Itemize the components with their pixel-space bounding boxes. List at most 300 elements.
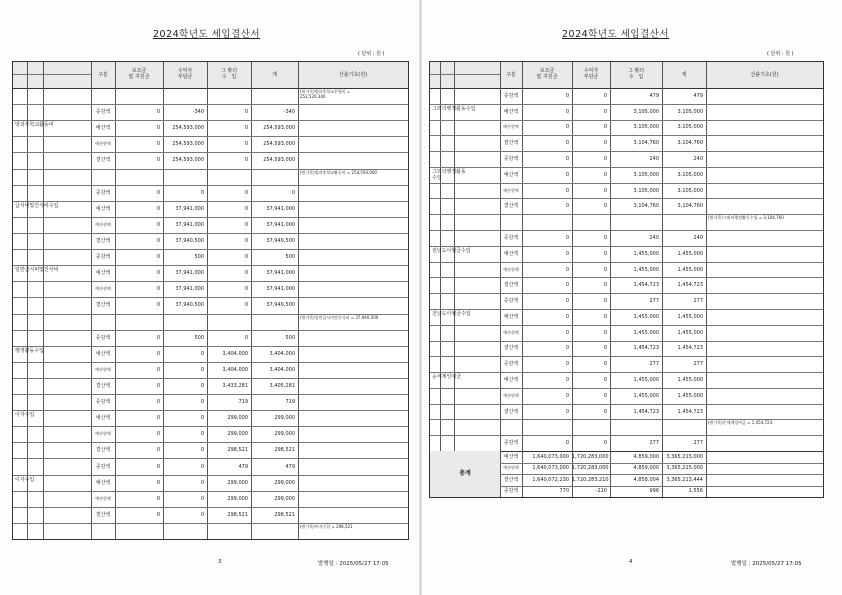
amount-v4: 3,105,000 [677,187,703,194]
row-type: 결산액 [95,382,111,389]
amount-v4: 1,455,000 [677,392,703,399]
header-col1: 보조금 및 지원금 [128,68,150,80]
amount-v4: 3,105,000 [677,108,703,115]
amount-v2: 0 [603,171,607,178]
amount-v2: 37,941,000 [175,221,204,228]
amount-v2: 0 [603,266,607,273]
row-type: 증감액 [95,334,111,341]
amount-v3: 298,521 [227,511,248,518]
amount-v2: 0 [200,479,204,486]
amount-v2: 37,940,500 [175,302,204,309]
amount-v1: 0 [565,282,569,289]
amount-v3: 299,000 [227,415,248,422]
item-name: 방과후학교활동비 [15,122,54,129]
row-type: 예산액 [503,250,519,257]
amount-v1: 0 [565,376,569,383]
row-line [430,435,823,436]
row-line [430,404,823,405]
amount-v2: 37,941,000 [175,205,204,212]
row-line [430,372,823,373]
total-amount-v2: 1,720,283,210 [572,476,609,483]
amount-v4: 479 [285,463,295,470]
header-gubun: 구분 [506,72,516,78]
row-type: 결산액 [503,203,519,210]
amount-v1: 0 [156,399,160,406]
amount-v4: 1,455,000 [677,250,703,257]
page-number: 4 [629,559,633,565]
amount-v2: 0 [603,187,607,194]
calc-basis: (원가목)일반급식비및간식비 = 37,940,500 [300,314,379,320]
row-type: 증감액 [503,440,519,447]
row-type: 예산액 [503,171,519,178]
amount-v1: 0 [156,157,160,164]
total-amount-v1: 1,640,073,000 [532,465,569,472]
item-name: 이자수입 [15,412,35,419]
amount-v1: 0 [156,447,160,454]
amount-v3: 1,454,723 [633,408,659,415]
amount-v1: 0 [565,108,569,115]
amount-v3: 3,433,281 [222,382,248,389]
amount-v1: 0 [565,171,569,178]
row-line [430,309,823,310]
amount-v3: 0 [244,125,248,132]
row-type: 예산현액 [503,187,519,193]
row-type: 예산현액 [503,392,519,398]
amount-v2: 0 [200,399,204,406]
amount-v4: 1,455,000 [677,313,703,320]
amount-v4: 254,593,000 [263,125,295,132]
row-line [430,356,823,357]
amount-v4: 0 [291,189,295,196]
item-name: 그외의행정활동 수입 [432,168,466,181]
amount-v2: 0 [603,156,607,163]
amount-v4: 500 [285,254,295,261]
amount-v4: 1,454,723 [677,408,703,415]
amount-v3: 3,104,760 [633,203,659,210]
amount-v3: 719 [238,399,248,406]
amount-v2: 0 [603,282,607,289]
amount-v1: 0 [565,329,569,336]
row-type: 증감액 [503,92,519,99]
amount-v3: 1,454,723 [633,345,659,352]
row-line [13,152,408,153]
page-right [421,0,842,595]
amount-v2: 0 [603,140,607,147]
amount-v3: 3,105,000 [633,171,659,178]
amount-v2: 0 [603,92,607,99]
amount-v1: 0 [156,479,160,486]
row-type: 결산액 [503,282,519,289]
total-amount-v3: 4,859,000 [633,465,659,472]
item-name: 전년도이월금수입 [432,247,471,254]
row-line [13,217,408,218]
amount-v1: 0 [565,440,569,447]
amount-v3: 3,105,000 [633,124,659,131]
row-type: 예산액 [95,205,111,212]
row-line [500,463,823,464]
item-name: 그외의행정활동수입 [432,105,476,112]
amount-v1: 0 [156,221,160,228]
amount-v4: 298,521 [274,511,295,518]
header-col5: 산출기초(원) [750,72,779,78]
row-line [13,120,408,121]
header-divider [13,74,91,75]
amount-v3: 1,455,000 [633,329,659,336]
amount-v2: 0 [200,495,204,502]
row-type: 증감액 [95,463,111,470]
row-line [430,325,823,326]
row-line [13,185,408,186]
amount-v1: 0 [156,382,160,389]
row-line [430,277,823,278]
amount-v2: 254,593,000 [172,141,204,148]
amount-v2: 37,941,000 [175,270,204,277]
amount-v3: 3,404,000 [222,350,248,357]
amount-v1: 0 [565,266,569,273]
total-row-type: 결산액 [503,476,519,483]
row-line [430,183,823,184]
printed-date: 발행일 : 2025/05/27 17:05 [731,561,802,567]
amount-v1: 0 [565,392,569,399]
row-line [430,262,823,263]
amount-v3: 0 [244,302,248,309]
amount-v3: 479 [649,92,659,99]
amount-v1: 0 [156,254,160,261]
row-line [13,394,408,395]
row-line [13,507,408,508]
row-type: 예산현액 [95,495,111,501]
total-amount-v2: -210 [595,488,607,495]
row-line [500,486,823,487]
amount-v3: 240 [649,234,659,241]
row-type: 증감액 [95,109,111,116]
total-amount-v4: 1,556 [688,488,703,495]
amount-v3: 3,104,760 [633,140,659,147]
amount-v4: 1,455,000 [677,266,703,273]
amount-v1: 0 [156,205,160,212]
row-type: 예산현액 [503,329,519,335]
total-amount-v4: 3,365,215,000 [666,465,703,472]
amount-v2: 0 [200,366,204,373]
row-line [13,249,408,250]
amount-v4: 719 [285,399,295,406]
amount-v4: 3,404,000 [269,366,295,373]
amount-v2: 0 [603,298,607,305]
amount-v1: 0 [156,334,160,341]
amount-v4: 299,000 [274,495,295,502]
header-col1: 보조금 및 지원금 [536,68,558,80]
amount-v1: 0 [565,124,569,131]
amount-v2: 0 [200,415,204,422]
total-amount-v3: 4,858,004 [633,476,659,483]
calc-basis: (원가목)그외의행정활동수입 = 3,104,760 [708,215,784,221]
amount-v4: 37,940,500 [266,302,295,309]
column-line [43,62,44,539]
row-type: 결산액 [95,447,111,454]
amount-v3: 0 [244,189,248,196]
row-line [430,198,823,199]
amount-v3: 0 [244,157,248,164]
amount-v4: 3,104,760 [677,140,703,147]
amount-v3: 299,000 [227,495,248,502]
amount-v2: 0 [603,250,607,257]
total-amount-v4: 3,365,213,444 [666,476,703,483]
amount-v3: 1,455,000 [633,250,659,257]
row-type: 예산액 [95,350,111,357]
column-line [27,62,28,539]
total-amount-v2: 1,720,283,000 [572,465,609,472]
amount-v4: 277 [693,361,703,368]
amount-v1: 0 [156,125,160,132]
header-col4: 계 [681,72,687,78]
amount-v3: 3,404,000 [222,366,248,373]
amount-v2: 0 [603,203,607,210]
row-line [13,458,408,459]
row-line [13,410,408,411]
amount-v2: 37,940,500 [175,238,204,245]
amount-v3: 1,455,000 [633,376,659,383]
row-type: 결산액 [95,302,111,309]
row-line [13,378,408,379]
amount-v3: 240 [649,156,659,163]
printed-date: 발행일 : 2025/05/27 17:05 [318,561,389,567]
row-type: 예산현액 [95,431,111,437]
amount-v4: 37,941,000 [266,205,295,212]
amount-v1: 0 [565,234,569,241]
amount-v4: 3,105,000 [677,171,703,178]
header-col3: 그 밖의 수 입 [220,68,238,80]
unit-label: ( 단위 : 원 ) [767,51,794,57]
row-type: 결산액 [503,345,519,352]
amount-v1: 0 [565,92,569,99]
header-col5: 산출기초(원) [338,72,368,78]
calc-basis: (원가목)이자수입 = 298,521 [300,523,353,529]
amount-v4: 3,405,281 [269,382,295,389]
amount-v4: 299,000 [274,415,295,422]
amount-v3: 0 [244,270,248,277]
total-row-type: 예산현액 [503,465,519,471]
amount-v2: 0 [603,376,607,383]
amount-v1: 0 [156,511,160,518]
amount-v2: 0 [603,234,607,241]
budget-table [12,61,409,540]
amount-v4: -340 [283,109,295,116]
amount-v2: 500 [194,254,204,261]
item-name: 행정활동수입 [15,347,44,354]
row-type: 결산액 [95,511,111,518]
row-line [13,426,408,427]
amount-v2: 0 [200,511,204,518]
header-col2: 수익자 부담금 [583,68,599,80]
amount-v3: 0 [244,109,248,116]
amount-v2: 0 [603,329,607,336]
row-line [13,491,408,492]
row-line [430,151,823,152]
header-col4: 계 [272,72,277,78]
row-line [13,362,408,363]
amount-v3: 0 [244,221,248,228]
header-col3: 그 밖의 수 입 [627,68,645,80]
row-line [430,167,823,168]
amount-v4: 479 [693,92,703,99]
row-line [13,136,408,137]
column-line [454,62,455,497]
row-line [430,230,823,231]
row-type: 예산액 [503,376,519,383]
amount-v4: 500 [285,334,295,341]
amount-v2: 0 [200,447,204,454]
amount-v1: 0 [156,270,160,277]
row-type: 예산액 [95,125,111,132]
amount-v2: 0 [603,345,607,352]
amount-v1: 0 [156,415,160,422]
row-line [13,330,408,331]
row-type: 증감액 [503,361,519,368]
amount-v4: 37,941,000 [266,270,295,277]
amount-v3: 277 [649,440,659,447]
amount-v2: 0 [603,440,607,447]
total-amount-v1: 1,640,072,230 [532,476,569,483]
amount-v3: 299,000 [227,431,248,438]
row-type: 증감액 [503,298,519,305]
amount-v2: 0 [603,408,607,415]
total-row-type: 증감액 [503,488,519,495]
amount-v1: 0 [565,203,569,210]
row-line [430,388,823,389]
amount-v1: 0 [156,366,160,373]
amount-v4: 1,455,000 [677,376,703,383]
amount-v4: 277 [693,298,703,305]
page-number: 3 [218,559,222,565]
total-label: 총계 [459,470,471,477]
amount-v3: 1,455,000 [633,392,659,399]
amount-v3: 0 [244,205,248,212]
column-line [706,62,707,497]
amount-v4: 3,404,000 [269,350,295,357]
row-type: 결산액 [95,238,111,245]
amount-v3: 1,454,723 [633,282,659,289]
amount-v2: 0 [603,392,607,399]
amount-v4: 299,000 [274,479,295,486]
amount-v3: 3,105,000 [633,187,659,194]
amount-v4: 37,941,000 [266,221,295,228]
amount-v1: 0 [156,302,160,309]
amount-v4: 37,940,500 [266,238,295,245]
amount-v3: 0 [244,141,248,148]
amount-v2: 0 [200,189,204,196]
amount-v3: 479 [238,463,248,470]
amount-v2: 0 [603,108,607,115]
row-type: 예산현액 [503,266,519,272]
row-type: 증감액 [503,234,519,241]
amount-v4: 299,000 [274,431,295,438]
amount-v1: 0 [156,463,160,470]
row-type: 예산현액 [95,286,111,292]
amount-v1: 0 [156,286,160,293]
row-type: 예산현액 [95,366,111,372]
amount-v2: 500 [194,334,204,341]
row-type: 결산액 [95,157,111,164]
amount-v1: 0 [156,189,160,196]
amount-v4: 37,941,000 [266,286,295,293]
amount-v2: 37,941,000 [175,286,204,293]
amount-v1: 0 [565,140,569,147]
row-line [430,246,823,247]
amount-v2: 0 [200,463,204,470]
row-line [430,104,823,105]
amount-v3: 299,000 [227,479,248,486]
amount-v4: 1,455,000 [677,329,703,336]
amount-v2: 0 [200,431,204,438]
row-line [13,201,408,202]
amount-v1: 0 [156,238,160,245]
row-type: 예산현액 [95,141,111,147]
row-line [13,233,408,234]
row-type: 예산액 [95,270,111,277]
amount-v1: 0 [156,495,160,502]
amount-v4: 240 [693,156,703,163]
amount-v1: 0 [565,156,569,163]
amount-v1: 0 [565,313,569,320]
amount-v3: 0 [244,238,248,245]
row-line [430,293,823,294]
row-line [13,265,408,266]
row-type: 증감액 [95,189,111,196]
row-line [13,281,408,282]
item-name: 이자수입 [15,476,35,483]
amount-v2: 0 [200,350,204,357]
amount-v4: 3,104,760 [677,203,703,210]
row-type: 증감액 [95,399,111,406]
unit-label: ( 단위 : 원 ) [358,51,385,57]
amount-v1: 0 [565,345,569,352]
amount-v2: 0 [603,361,607,368]
amount-v4: 240 [693,234,703,241]
amount-v3: 1,455,000 [633,266,659,273]
total-amount-v3: 4,859,000 [633,453,659,460]
row-line [430,120,823,121]
amount-v2: -340 [192,109,204,116]
amount-v3: 3,105,000 [633,108,659,115]
row-line [13,475,408,476]
amount-v3: 298,521 [227,447,248,454]
budget-table [429,61,824,498]
header-col2: 수익자 부담금 [177,68,193,80]
row-type: 예산액 [503,313,519,320]
total-amount-v2: 1,720,283,000 [572,453,609,460]
amount-v3: 1,455,000 [633,313,659,320]
total-amount-v1: 770 [559,488,569,495]
header-divider [430,74,500,75]
amount-v2: 0 [603,313,607,320]
row-line [13,297,408,298]
amount-v1: 0 [156,141,160,148]
amount-v1: 0 [156,109,160,116]
row-type: 증감액 [95,254,111,261]
amount-v1: 0 [565,187,569,194]
amount-v3: 277 [649,361,659,368]
row-type: 결산액 [503,140,519,147]
amount-v4: 1,454,723 [677,282,703,289]
column-line [298,62,299,539]
amount-v4: 3,105,000 [677,124,703,131]
row-type: 결산액 [503,408,519,415]
amount-v2: 254,593,000 [172,125,204,132]
row-type: 예산현액 [95,221,111,227]
total-amount-v3: 996 [649,488,659,495]
amount-v4: 277 [693,440,703,447]
amount-v1: 0 [156,350,160,357]
